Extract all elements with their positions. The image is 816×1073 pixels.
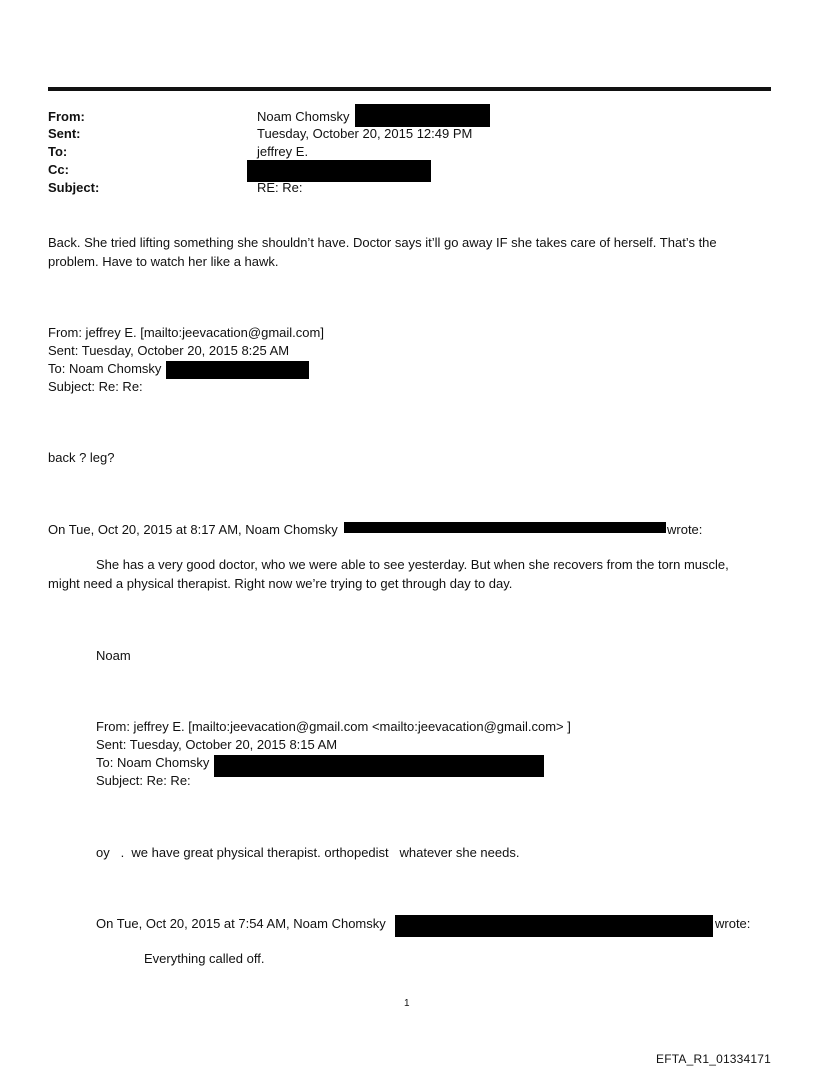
quote1-subject: Subject: Re: Re: [48, 379, 143, 394]
bates-number: EFTA_R1_01334171 [656, 1052, 772, 1066]
everything-line: Everything called off. [144, 951, 265, 966]
quote2-from: From: jeffrey E. [mailto:jeevacation@gmail.com <mailto:jeevacation@gmail.com> ] [96, 719, 571, 734]
on-tue-2-suffix: wrote: [715, 916, 751, 931]
quote2-to: To: Noam Chomsky [96, 755, 210, 770]
sent-label: Sent: [48, 126, 81, 141]
redaction-on-tue-2 [395, 915, 713, 937]
on-tue-1-suffix: wrote: [667, 522, 703, 537]
to-value: jeffrey E. [257, 144, 309, 159]
subject-value: RE: Re: [257, 180, 303, 195]
sent-value: Tuesday, October 20, 2015 12:49 PM [257, 126, 473, 141]
header-rule [48, 87, 771, 91]
from-value: Noam Chomsky [257, 109, 350, 124]
quote1-from: From: jeffrey E. [mailto:jeevacation@gmail.com] [48, 325, 324, 340]
from-label: From: [48, 109, 85, 124]
noam-para-line-2: might need a physical therapist. Right now we’re trying to get through day to day. [48, 576, 513, 591]
redaction-quote1-to [166, 361, 309, 379]
back-leg-line: back ? leg? [48, 450, 115, 465]
cc-label: Cc: [48, 162, 69, 177]
quote1-to: To: Noam Chomsky [48, 361, 162, 376]
noam-para-line-1: She has a very good doctor, who we were able to see yesterday. But when she recovers from the torn muscle, [96, 557, 729, 572]
to-label: To: [48, 144, 68, 159]
quote2-sent: Sent: Tuesday, October 20, 2015 8:15 AM [96, 737, 338, 752]
oy-line: oy . we have great physical therapist. orthopedist whatever she needs. [96, 845, 520, 860]
subject-label: Subject: [48, 180, 100, 195]
on-tue-2-prefix: On Tue, Oct 20, 2015 at 7:54 AM, Noam Chomsky [96, 916, 386, 931]
on-tue-1-prefix: On Tue, Oct 20, 2015 at 8:17 AM, Noam Chomsky [48, 522, 338, 537]
reply-line-1: Back. She tried lifting something she shouldn’t have. Doctor says it’ll go away IF she takes care of herself. That’s the [48, 235, 717, 250]
redaction-quote2-to [214, 755, 544, 777]
page-number: 1 [404, 998, 410, 1009]
redaction-cc [247, 160, 431, 182]
quote1-sent: Sent: Tuesday, October 20, 2015 8:25 AM [48, 343, 290, 358]
quote2-subject: Subject: Re: Re: [96, 773, 191, 788]
redaction-from-email [355, 104, 490, 127]
signoff: Noam [96, 648, 131, 663]
reply-line-2: problem. Have to watch her like a hawk. [48, 254, 279, 269]
redaction-on-tue-1 [344, 522, 666, 533]
